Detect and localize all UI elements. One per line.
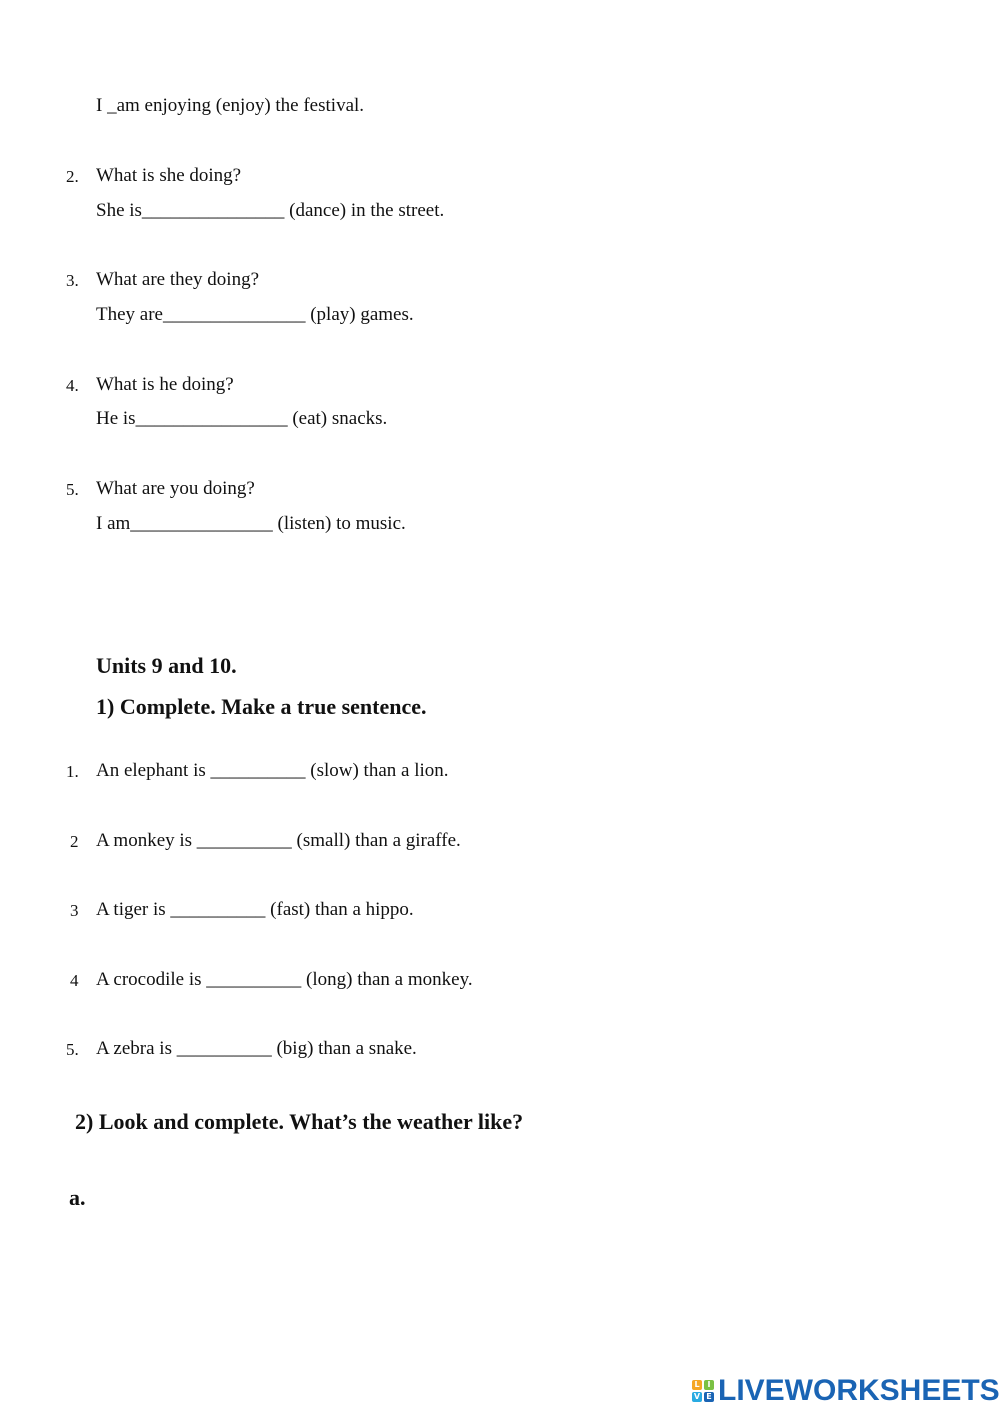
- item-number: 4.: [66, 376, 79, 395]
- item-letter: a.: [69, 1185, 86, 1210]
- logo-mark-tile: V: [693, 1392, 701, 1401]
- item-number: 2.: [66, 167, 79, 186]
- logo-mark-tile: E: [704, 1392, 714, 1402]
- liveworksheets-mark-icon: [692, 1380, 714, 1402]
- item-number: 2: [70, 832, 79, 851]
- item-number: 5.: [66, 480, 79, 499]
- sentence-line: A zebra is __________ (big) than a snake.: [96, 1038, 417, 1059]
- first-answer-line: I _am enjoying (enjoy) the festival.: [96, 95, 365, 116]
- question-line: What is he doing?: [96, 374, 234, 395]
- sentence-line: A tiger is __________ (fast) than a hippo.: [96, 899, 414, 920]
- item-number: 5.: [66, 1040, 79, 1059]
- unit-heading: Units 9 and 10.: [96, 653, 237, 678]
- item-number: 4: [70, 971, 79, 990]
- answer-line: He is________________ (eat) snacks.: [96, 408, 388, 429]
- item-number: 1.: [66, 762, 79, 781]
- sentence-line: An elephant is __________ (slow) than a lion.: [96, 760, 449, 781]
- item-number: 3.: [66, 271, 79, 290]
- question-line: What are you doing?: [96, 478, 255, 499]
- logo-mark-tile: I: [704, 1380, 714, 1390]
- exercise-heading: 1) Complete. Make a true sentence.: [96, 694, 427, 719]
- answer-line: I am_______________ (listen) to music.: [96, 513, 406, 534]
- weather-exercise-heading: 2) Look and complete. What’s the weather like?: [75, 1109, 524, 1134]
- logo-mark-tile: L: [692, 1380, 702, 1390]
- item-number: 3: [70, 901, 79, 920]
- logo-text: LIVEWORKSHEETS: [718, 1374, 1000, 1407]
- question-line: What are they doing?: [96, 269, 260, 290]
- liveworksheets-logo: [692, 1374, 1000, 1408]
- answer-line: She is_______________ (dance) in the street.: [96, 200, 445, 221]
- sentence-line: A monkey is __________ (small) than a giraffe.: [96, 830, 461, 851]
- question-line: What is she doing?: [96, 165, 242, 186]
- sentence-line: A crocodile is __________ (long) than a monkey.: [96, 969, 473, 990]
- answer-line: They are_______________ (play) games.: [96, 304, 414, 325]
